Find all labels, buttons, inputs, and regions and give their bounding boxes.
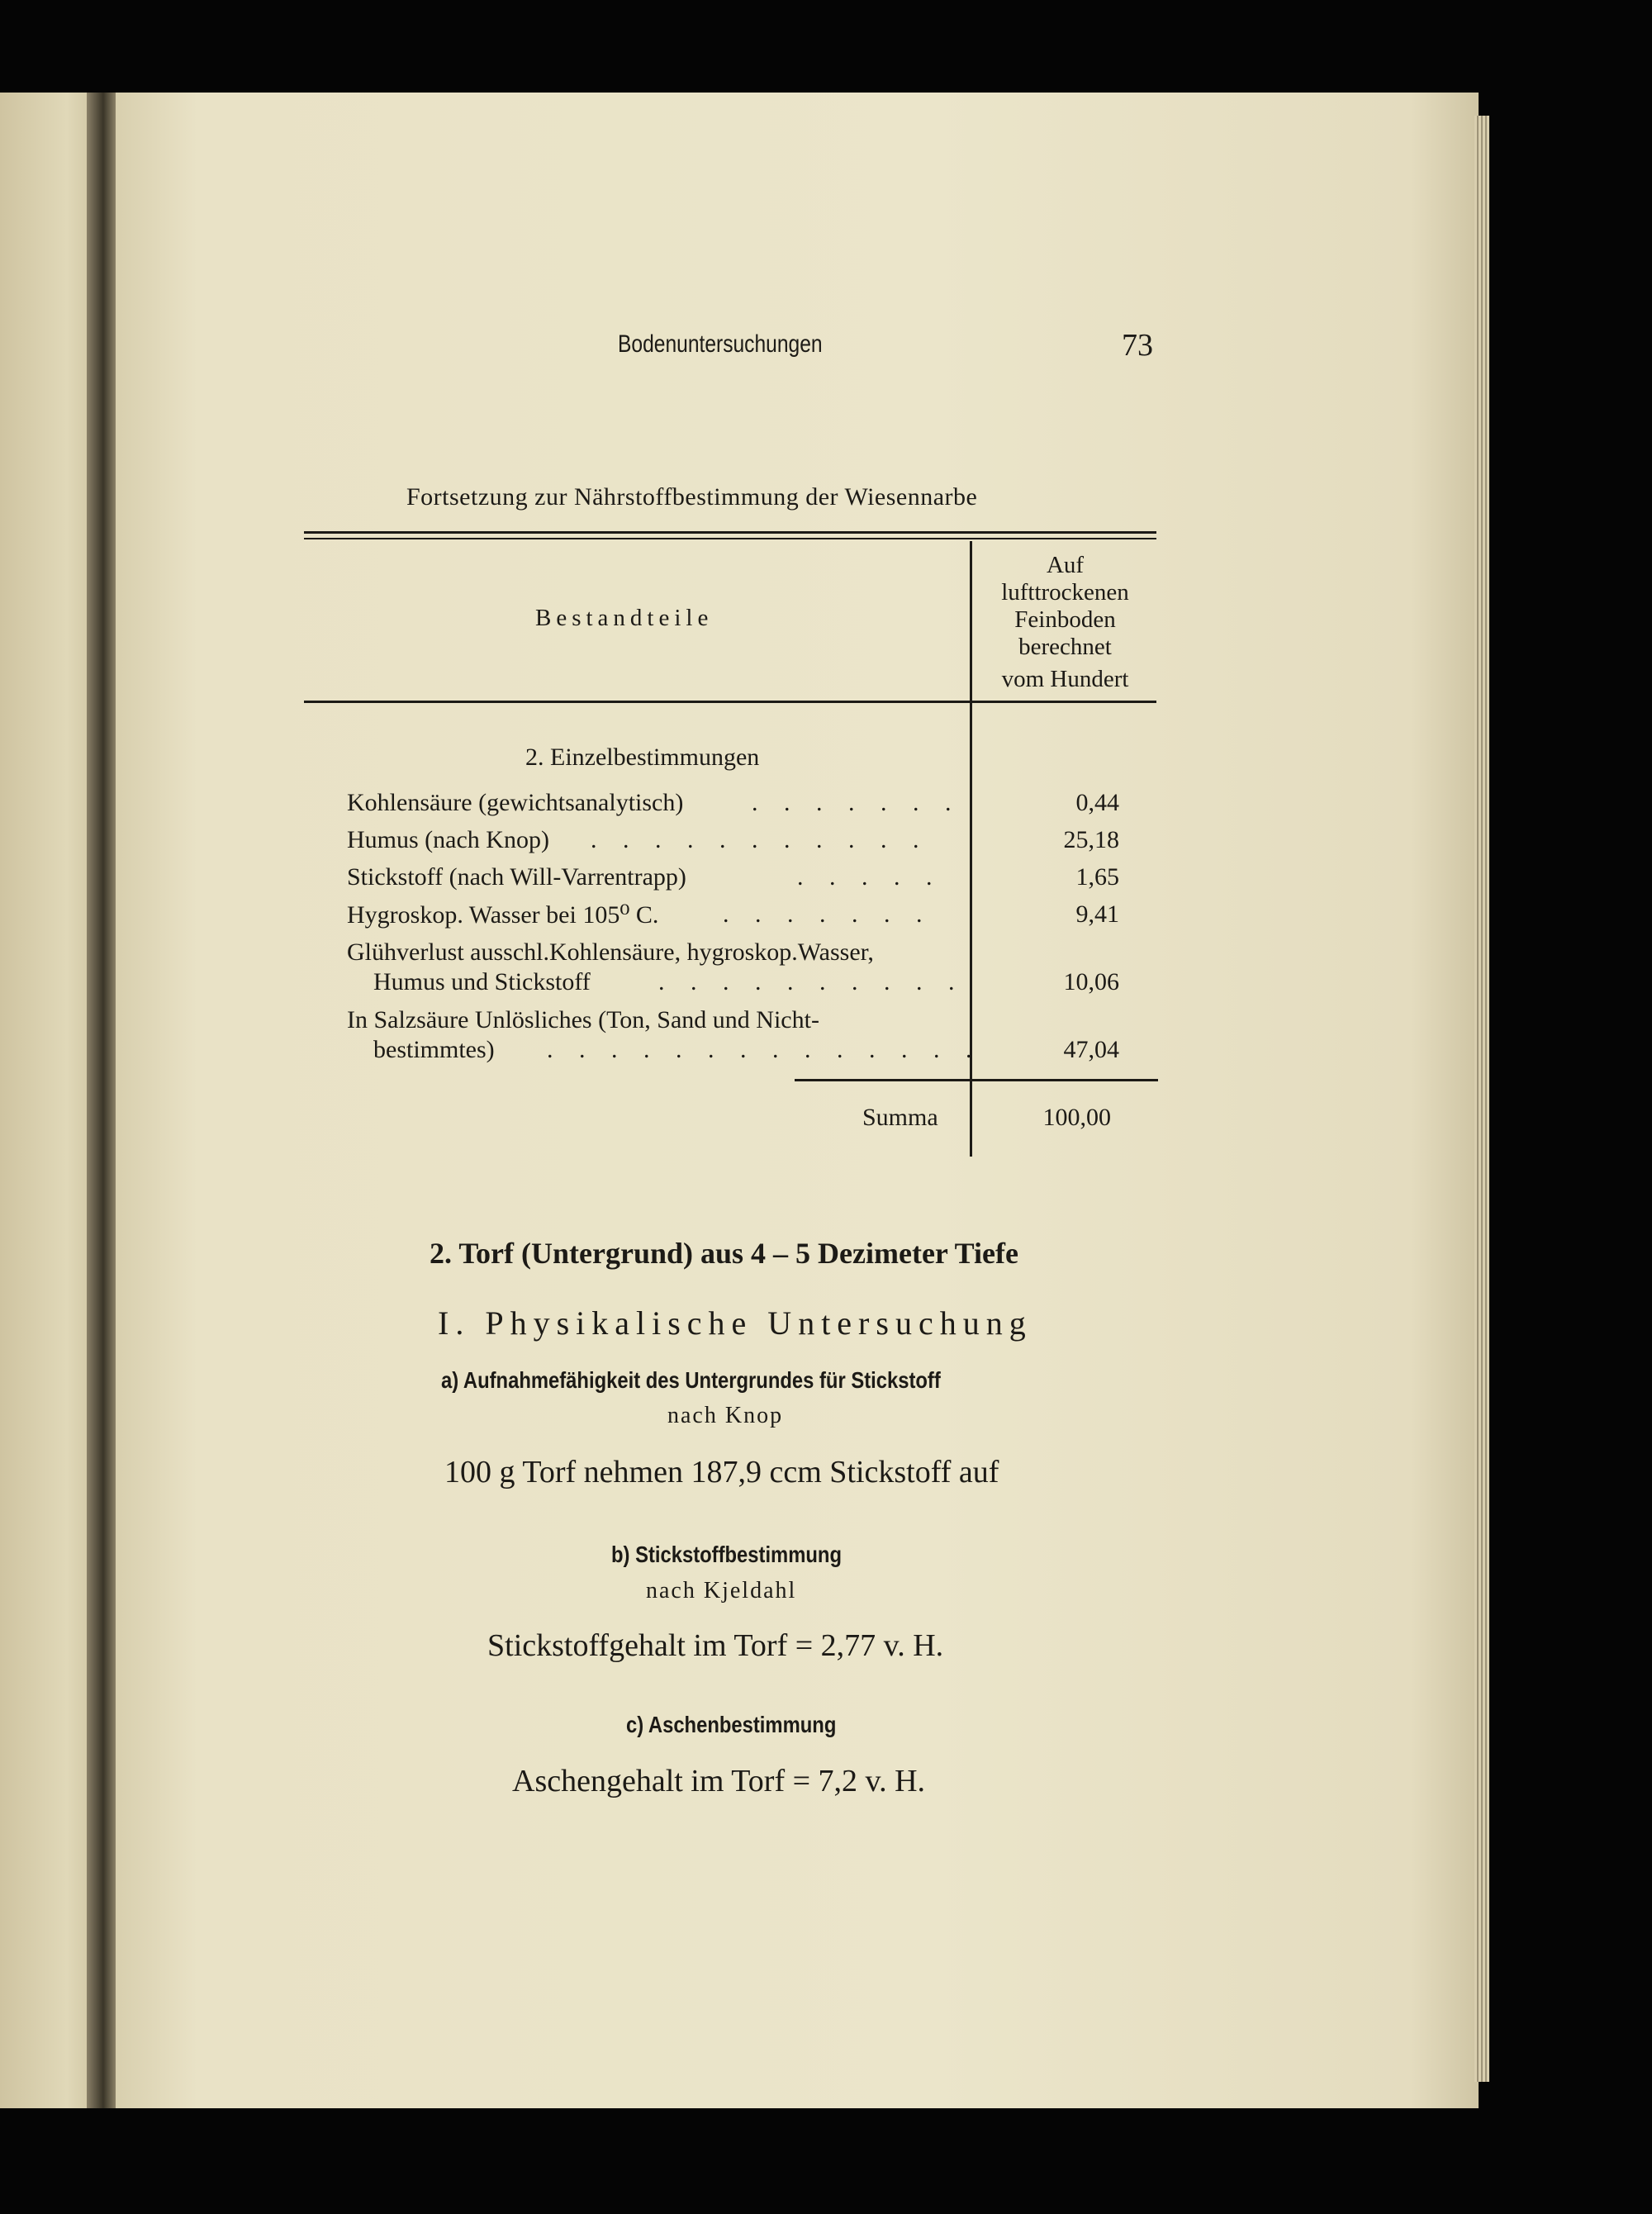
page-number: 73: [1122, 328, 1153, 363]
right-page: [116, 93, 1479, 2108]
row-label: Glühverlust ausschl.Kohlensäure, hygroskop.Wasser,: [347, 938, 874, 966]
row-label: Stickstoff (nach Will-Varrentrapp): [347, 863, 686, 891]
subsection-c-result: Aschengehalt im Torf = 7,2 v. H.: [512, 1764, 926, 1798]
column-header-bestandteile: Bestandteile: [535, 605, 714, 631]
row-value: 10,06: [1063, 968, 1119, 995]
column-header-unit: vom Hundert: [1001, 666, 1129, 692]
row-dots: . . . . . . . . . . .: [591, 826, 929, 853]
row-dots: . . . . . . .: [723, 900, 933, 928]
row-value: 0,44: [1075, 789, 1119, 816]
row-value: 47,04: [1063, 1036, 1119, 1063]
subsection-b-result: Stickstoffgehalt im Torf = 2,77 v. H.: [487, 1628, 944, 1663]
table-section-heading: 2. Einzelbestimmungen: [525, 744, 760, 771]
subsection-b-title: b) Stickstoffbestimmung: [611, 1542, 842, 1567]
row-label: Kohlensäure (gewichtsanalytisch): [347, 789, 684, 816]
row-label: Hygroskop. Wasser bei 105⁰ C.: [347, 901, 659, 929]
row-value: 9,41: [1075, 900, 1119, 928]
subsection-b-method: nach Kjeldahl: [646, 1578, 797, 1603]
table-top-rule: [304, 531, 1156, 534]
book-gutter: [87, 93, 120, 2108]
row-label: Humus (nach Knop): [347, 826, 549, 853]
row-label: In Salzsäure Unlösliches (Ton, Sand und Nicht-: [347, 1006, 819, 1033]
table-caption: Fortsetzung zur Nährstoffbestimmung der Wiesennarbe: [406, 483, 978, 511]
row-value: 25,18: [1063, 826, 1119, 853]
row-dots: . . . . . . . . . . . . . .: [547, 1036, 982, 1063]
row-label: bestimmtes): [373, 1036, 495, 1063]
table-header-rule: [304, 701, 1156, 703]
row-dots: . . . . .: [797, 863, 942, 891]
section-title: 2. Torf (Untergrund) aus 4 – 5 Dezimeter Tiefe: [430, 1237, 1018, 1270]
page-edge: [1474, 116, 1489, 2082]
row-label: Humus und Stickstoff: [373, 968, 591, 995]
subsection-a-title: a) Aufnahmefähigkeit des Untergrundes für Stickstoff: [441, 1367, 941, 1393]
subsection-c-title: c) Aschenbestimmung: [626, 1712, 837, 1737]
column-header-auf: Auf lufttrockenen Feinboden berechnet: [1001, 552, 1129, 660]
running-header: Bodenuntersuchungen: [618, 330, 823, 358]
row-dots: . . . . . . . . . .: [658, 968, 965, 995]
table-top-rule-2: [304, 538, 1156, 539]
subsection-a-result: 100 g Torf nehmen 187,9 ccm Stickstoff auf: [444, 1455, 999, 1489]
sum-value: 100,00: [1042, 1104, 1111, 1131]
part-heading: I. Physikalische Untersuchung: [438, 1304, 1032, 1342]
row-value: 1,65: [1075, 863, 1119, 891]
subsection-a-method: nach Knop: [667, 1403, 784, 1428]
sum-label: Summa: [862, 1104, 938, 1131]
row-dots: . . . . . . .: [752, 789, 961, 816]
table-sum-rule: [795, 1079, 1158, 1081]
